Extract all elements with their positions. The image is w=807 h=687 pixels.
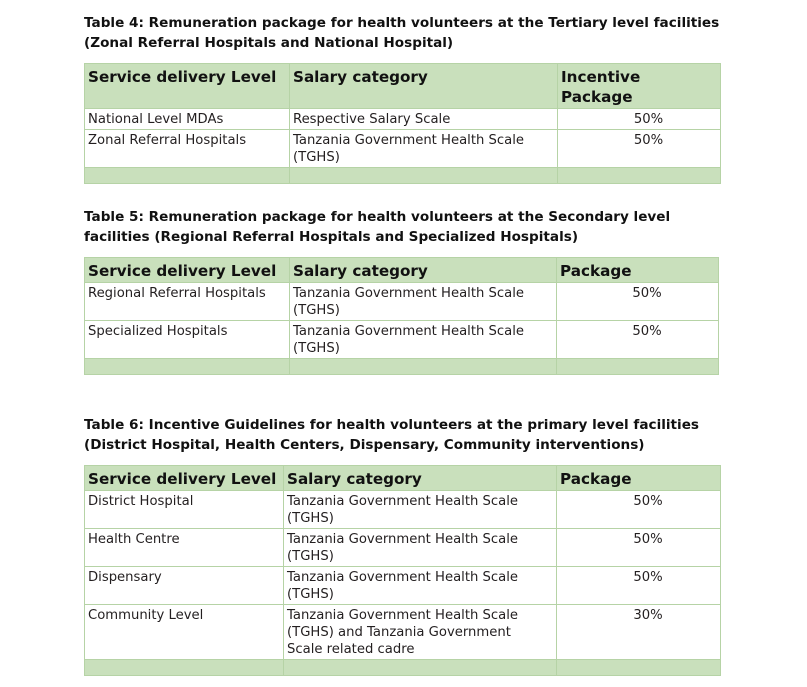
caption-line-1: Table 4: Remuneration package for health volunteers at the Tertiary level facilities — [84, 15, 720, 31]
cell-salary — [290, 283, 557, 321]
cell-package: 50% — [557, 529, 721, 567]
table-row — [85, 491, 721, 529]
cell-level: National Level MDAs — [85, 109, 290, 130]
footer-cell — [557, 359, 719, 375]
footer-cell — [290, 168, 558, 184]
salary-line: (TGHS) — [287, 549, 334, 564]
table-row — [85, 109, 721, 130]
salary-line: Tanzania Government Health Scale — [293, 324, 525, 339]
cell-salary — [284, 491, 557, 529]
salary-line: (TGHS) and Tanzania Government — [287, 625, 511, 640]
table-row — [85, 529, 721, 567]
cell-level: Dispensary — [85, 567, 284, 605]
table-4 — [84, 63, 721, 184]
col-header-level: Service delivery Level — [85, 258, 290, 283]
caption-line-2: facilities (Regional Referral Hospitals and Specialized Hospitals) — [84, 229, 579, 245]
table-header-row — [85, 258, 719, 283]
cell-level: Zonal Referral Hospitals — [85, 130, 290, 168]
cell-package: 50% — [557, 567, 721, 605]
table-6-caption — [84, 415, 699, 455]
table-header-row — [85, 64, 721, 109]
salary-line: Tanzania Government Health Scale — [287, 608, 519, 623]
caption-line-1: Table 6: Incentive Guidelines for health volunteers at the primary level facilities — [84, 417, 700, 433]
cell-package: 50% — [558, 109, 721, 130]
col-header-package: Incentive Package — [558, 64, 721, 109]
cell-package: 50% — [557, 491, 721, 529]
salary-line: (TGHS) — [293, 341, 340, 356]
footer-cell — [85, 660, 284, 676]
footer-cell — [85, 168, 290, 184]
footer-cell — [284, 660, 557, 676]
salary-line: Scale related cadre — [287, 642, 415, 657]
salary-line: Tanzania Government Health Scale — [287, 570, 519, 585]
salary-line: (TGHS) — [293, 150, 340, 165]
table-5-caption — [84, 207, 670, 247]
salary-line: Tanzania Government Health Scale — [293, 133, 525, 148]
table-row — [85, 321, 719, 359]
salary-line: Respective Salary Scale — [293, 112, 451, 127]
caption-line-2: (Zonal Referral Hospitals and National Hospital) — [84, 35, 454, 51]
cell-level: Health Centre — [85, 529, 284, 567]
caption-line-1: Table 5: Remuneration package for health volunteers at the Secondary level — [84, 209, 671, 225]
table-row — [85, 605, 721, 660]
table-6 — [84, 465, 721, 676]
cell-package: 30% — [557, 605, 721, 660]
cell-salary — [284, 567, 557, 605]
table-footer-row — [85, 168, 721, 184]
col-header-level: Service delivery Level — [85, 466, 284, 491]
cell-salary — [284, 605, 557, 660]
salary-line: Tanzania Government Health Scale — [293, 286, 525, 301]
cell-level: Community Level — [85, 605, 284, 660]
salary-line: (TGHS) — [287, 511, 334, 526]
table-4-caption — [84, 13, 719, 53]
footer-cell — [85, 359, 290, 375]
table-5 — [84, 257, 719, 375]
col-header-level: Service delivery Level — [85, 64, 290, 109]
table-row — [85, 283, 719, 321]
cell-package: 50% — [557, 283, 719, 321]
col-header-salary: Salary category — [284, 466, 557, 491]
cell-package: 50% — [557, 321, 719, 359]
salary-line: (TGHS) — [293, 303, 340, 318]
col-header-package: Package — [557, 466, 721, 491]
cell-package: 50% — [558, 130, 721, 168]
cell-salary — [290, 109, 558, 130]
footer-cell — [290, 359, 557, 375]
cell-salary — [290, 130, 558, 168]
table-row — [85, 567, 721, 605]
table-footer-row — [85, 660, 721, 676]
col-header-salary: Salary category — [290, 64, 558, 109]
cell-salary — [284, 529, 557, 567]
cell-level: Specialized Hospitals — [85, 321, 290, 359]
cell-level: District Hospital — [85, 491, 284, 529]
footer-cell — [557, 660, 721, 676]
col-header-salary: Salary category — [290, 258, 557, 283]
cell-level: Regional Referral Hospitals — [85, 283, 290, 321]
table-footer-row — [85, 359, 719, 375]
col-header-package: Package — [557, 258, 719, 283]
footer-cell — [558, 168, 721, 184]
salary-line: Tanzania Government Health Scale — [287, 494, 519, 509]
caption-line-2: (District Hospital, Health Centers, Dispensary, Community interventions) — [84, 437, 645, 453]
table-row — [85, 130, 721, 168]
cell-salary — [290, 321, 557, 359]
salary-line: (TGHS) — [287, 587, 334, 602]
salary-line: Tanzania Government Health Scale — [287, 532, 519, 547]
table-header-row — [85, 466, 721, 491]
